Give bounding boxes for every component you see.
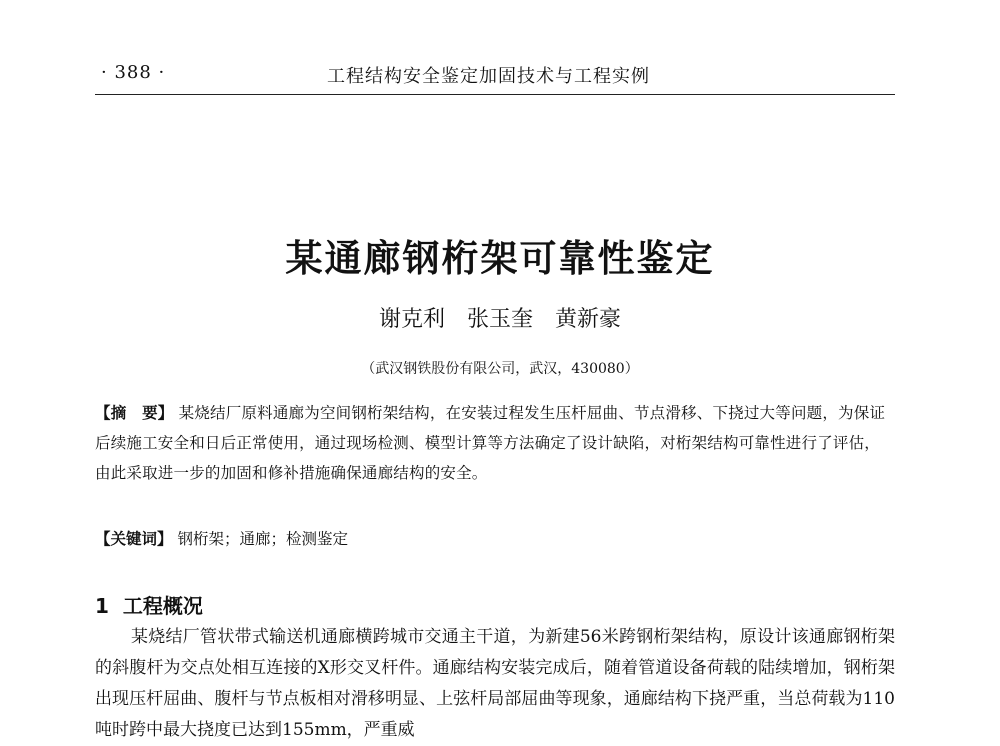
header-rule bbox=[95, 94, 895, 95]
page-number: · 388 · bbox=[101, 62, 166, 83]
keywords-label: 【关键词】 bbox=[95, 530, 173, 548]
section-heading bbox=[95, 590, 203, 619]
abstract-text: 某烧结厂原料通廊为空间钢桁架结构，在安装过程发生压杆屈曲、节点滑移、下挠过大等问题，为保证后续施工安全和日后正常使用，通过现场检测、模型计算等方法确定了设计缺陷，对桁架结构可靠性进行了评估，由此采取进一步的加固和修补措施确保通廊结构的安全。 bbox=[95, 404, 886, 482]
abstract-label: 【摘 要】 bbox=[95, 404, 174, 422]
paper-title: 某通廊钢桁架可靠性鉴定 bbox=[285, 236, 715, 280]
keywords bbox=[95, 524, 895, 554]
section-number: 1 bbox=[95, 594, 109, 618]
keywords-text: 钢桁架；通廊；检测鉴定 bbox=[177, 530, 348, 548]
abstract bbox=[95, 398, 895, 488]
running-head bbox=[95, 62, 895, 90]
affiliation: （武汉钢铁股份有限公司，武汉，430080） bbox=[361, 361, 639, 377]
section-title: 工程概况 bbox=[122, 594, 203, 618]
book-title: 工程结构安全鉴定加固技术与工程实例 bbox=[327, 66, 650, 87]
authors: 谢克利 张玉奎 黄新豪 bbox=[378, 307, 621, 332]
section-body: 某烧结厂管状带式输送机通廊横跨城市交通主干道，为新建56米跨钢桁架结构，原设计该通廊钢桁架的斜腹杆为交点处相互连接的X形交叉杆件。通廊结构安装完成后，随着管道设备荷载的陆续增加，钢桁架出现压杆屈曲、腹杆与节点板相对滑移明显、上弦杆局部屈曲等现象，通廊结构下挠严重，当总荷载为110吨时跨中最大挠度已达到155mm，严重威 bbox=[95, 627, 895, 740]
